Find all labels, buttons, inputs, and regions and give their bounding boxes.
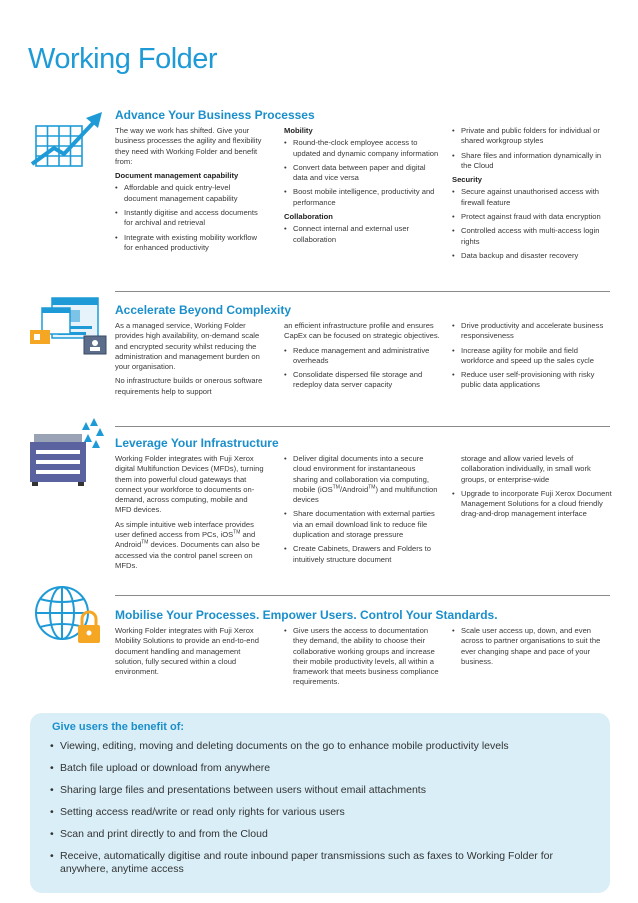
paragraph: No infrastructure builds or onerous software requirements help to support — [115, 376, 263, 396]
subheading: Collaboration — [284, 212, 333, 222]
benefits-list — [50, 740, 600, 885]
column-3 — [452, 321, 612, 395]
divider — [115, 291, 610, 292]
benefits-box — [30, 713, 610, 893]
paragraph: an efficient infrastructure profile and ensures CapEx can be focused on strategic objectives. — [284, 321, 440, 341]
page-title: Working Folder — [28, 43, 218, 76]
list-item: • Connect internal and external user collaboration — [284, 224, 442, 245]
paragraph: As a managed service, Working Folder provides high availability, on-demand scale and encrypted security whilst reducing the administration and management burden on your organisation. — [115, 321, 260, 372]
list-item: • Create Cabinets, Drawers and Folders to intuitively structure document — [284, 544, 442, 565]
benefits-title: Give users the benefit of: — [52, 721, 185, 733]
column-2 — [284, 626, 442, 692]
list-item: • Private and public folders for individual or shared workgroup styles — [452, 126, 612, 147]
section-advance — [115, 108, 610, 283]
list-item: • Protect against fraud with data encryption — [452, 212, 612, 222]
column-2 — [284, 126, 442, 249]
list-item: • Convert data between paper and digital data and vice versa — [284, 163, 442, 184]
list-item: • Secure against unauthorised access with firewall feature — [452, 187, 612, 208]
subheading: Document management capability — [115, 171, 239, 181]
list-item: • Scan and print directly to and from the Cloud — [50, 828, 600, 841]
paragraph: Working Folder integrates with Fuji Xerox digital Multifunction Devices (MFDs), turning them into powerful cloud gateways that connect your workforce to documents on-demand, across computing, mobile and MFD devices. — [115, 454, 264, 515]
column-3 — [452, 454, 612, 524]
list-item: • Upgrade to incorporate Fuji Xerox Document Management Solutions for a cloud friendly drag-and-drop management interface — [452, 489, 612, 520]
section-heading: Accelerate Beyond Complexity — [115, 303, 292, 317]
column-1 — [115, 321, 265, 401]
list-item: • Share files and information dynamically in the Cloud — [452, 151, 612, 172]
list-item: • Viewing, editing, moving and deleting documents on the go to enhance mobile productivity levels — [50, 740, 600, 753]
column-2 — [284, 454, 442, 569]
subheading: Security — [452, 175, 482, 185]
list-item: • Reduce management and administrative overheads — [284, 346, 442, 367]
list-item: • Sharing large files and presentations between users without email attachments — [50, 784, 600, 797]
column-3 — [452, 626, 612, 671]
list-item: • Deliver digital documents into a secure cloud environment for instantaneous sharing and collaboration via computing, mobile (iOS™/Android™) and multifunction devices — [284, 454, 442, 505]
list-item: • Affordable and quick entry-level document management capability — [115, 183, 265, 204]
paragraph: storage and allow varied levels of collaboration individually, in small work groups, or enterprise-wide — [461, 454, 591, 484]
list-item: • Setting access read/write or read only rights for various users — [50, 806, 600, 819]
multifunction-device-icon — [28, 418, 110, 488]
list-item: • Instantly digitise and access documents for archival and retrieval — [115, 208, 265, 229]
paragraph: The way we work has shifted. Give your business processes the agility and flexibility they need with Working Folder and benefit from: — [115, 126, 262, 166]
section-accelerate — [115, 303, 610, 418]
section-heading: Leverage Your Infrastructure — [115, 436, 279, 450]
list-item: • Scale user access up, down, and even across to partner organisations to suit the ever changing shape and pace of your business. — [452, 626, 612, 667]
section-leverage — [115, 436, 610, 586]
list-item: • Give users the access to documentation they demand, the ability to choose their collaborative working groups and increase their mobile productivity levels, all within a framework that meets business compliance requirements. — [284, 626, 442, 688]
list-item: • Integrate with existing mobility workflow for enhanced productivity — [115, 233, 265, 254]
list-item: • Share documentation with external parties via an email download link to reduce file duplication and storage pressure — [284, 509, 442, 540]
section-heading: Advance Your Business Processes — [115, 108, 315, 122]
growth-chart-icon — [30, 108, 110, 170]
column-1 — [115, 126, 265, 257]
list-item: • Reduce user self-provisioning with risky public data applications — [452, 370, 612, 391]
devices-icon — [28, 296, 110, 358]
list-item: • Batch file upload or download from anywhere — [50, 762, 600, 775]
list-item: • Controlled access with multi-access login rights — [452, 226, 612, 247]
column-1 — [115, 626, 265, 681]
secure-globe-icon — [32, 583, 106, 653]
subheading: Mobility — [284, 126, 313, 135]
list-item: • Drive productivity and accelerate business responsiveness — [452, 321, 612, 342]
section-mobilise — [115, 608, 610, 698]
section-heading: Mobilise Your Processes. Empower Users. Control Your Standards. — [115, 608, 498, 622]
divider — [115, 426, 610, 427]
list-item: • Consolidate dispersed file storage and redeploy data server capacity — [284, 370, 442, 391]
paragraph: As simple intuitive web interface provides user defined access from PCs, iOS™ and Android™ devices. Documents can also be accessed via the control panel screen on MFDs. — [115, 519, 260, 570]
list-item: • Receive, automatically digitise and route inbound paper transmissions such as faxes to Working Folder for anywhere, anytime access — [50, 850, 600, 876]
column-2 — [284, 321, 442, 395]
column-3 — [452, 126, 612, 265]
column-1 — [115, 454, 265, 575]
list-item: • Boost mobile intelligence, productivity and performance — [284, 187, 442, 208]
list-item: • Increase agility for mobile and field workforce and speed up the sales cycle — [452, 346, 612, 367]
paragraph: Working Folder integrates with Fuji Xerox Mobility Solutions to provide an end-to-end document handling and management solution, fully secured within a cloud environment. — [115, 626, 259, 677]
list-item: • Round-the-clock employee access to updated and dynamic company information — [284, 138, 442, 159]
divider — [115, 595, 610, 596]
list-item: • Data backup and disaster recovery — [452, 251, 612, 261]
